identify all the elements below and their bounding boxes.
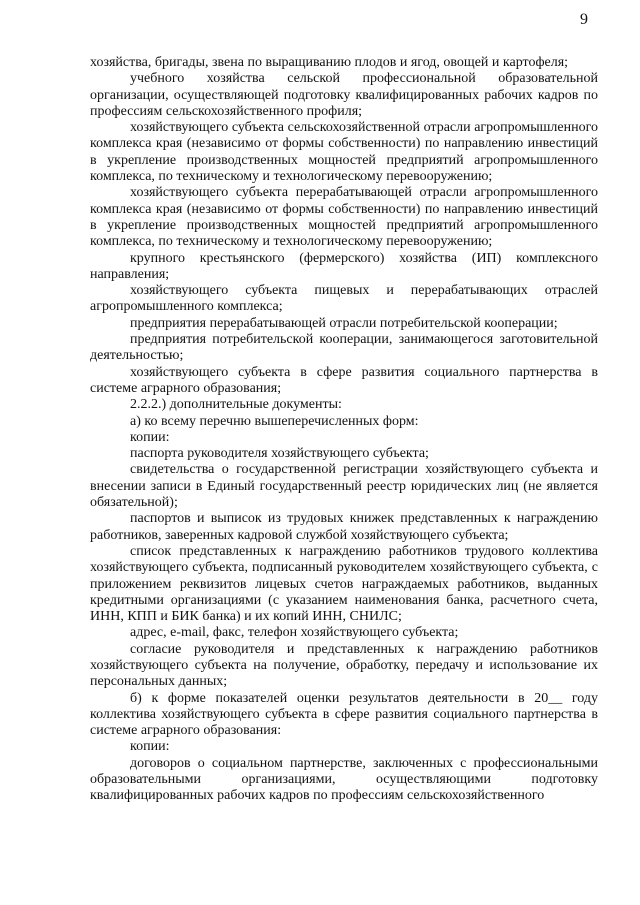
paragraph: паспортов и выписок из трудовых книжек представленных к награждению работников, заверенных кадровой службой хозяйствующего субъекта; — [90, 511, 598, 543]
paragraph: хозяйствующего субъекта в сфере развития социального партнерства в системе аграрного образования; — [90, 364, 598, 396]
paragraph: предприятия перерабатывающей отрасли потребительской кооперации; — [130, 315, 558, 331]
page-number: 9 — [580, 11, 588, 28]
paragraph: адрес, e-mail, факс, телефон хозяйствующего субъекта; — [130, 625, 459, 641]
paragraph: договоров о социальном партнерстве, заключенных с профессиональными образовательными организациями, осуществляющими подготовку квалифицированных рабочих кадров по профессиям сельскохозяйственного — [90, 755, 598, 804]
paragraph: копии: — [130, 739, 170, 755]
paragraph: а) ко всему перечню вышеперечисленных форм: — [130, 413, 419, 429]
paragraph: б) к форме показателей оценки результатов деятельности в 20__ году коллектива хозяйствующего субъекта в сфере развития социального партнерства в системе аграрного образования: — [90, 690, 598, 739]
paragraph: хозяйства, бригады, звена по выращиванию плодов и ягод, овощей и картофеля; — [90, 55, 569, 70]
document-body — [90, 55, 598, 805]
paragraph: хозяйствующего субъекта сельскохозяйственной отрасли агропромышленного комплекса края (независимо от формы собственности) по направлению инвестиций в укрепление производственных мощностей предприятий агропромышленного комплекса, по техническому и технологическому перевооружению; — [90, 120, 598, 185]
paragraph: хозяйствующего субъекта пищевых и перерабатывающих отраслей агропромышленного комплекса; — [90, 283, 598, 315]
paragraph: копии: — [130, 429, 170, 445]
paragraph: список представленных к награждению работников трудового коллектива хозяйствующего субъекта, подписанный руководителем хозяйствующего субъекта, с приложением реквизитов лицевых счетов награждаемых работников, выданных кредитными организациями (с указанием наименования банка, расчетного счета, ИНН, КПП и БИК банка) и их копий ИНН, СНИЛС; — [90, 543, 598, 625]
paragraph: учебного хозяйства сельской профессиональной образовательной организации, осуществляющей подготовку квалифицированных рабочих кадров по профессиям сельскохозяйственного профиля; — [90, 71, 598, 119]
paragraph: предприятия потребительской кооперации, занимающегося заготовительной деятельностью; — [90, 332, 598, 364]
paragraph: 2.2.2.) дополнительные документы: — [130, 397, 342, 413]
paragraph: крупного крестьянского (фермерского) хозяйства (ИП) комплексного направления; — [90, 250, 598, 282]
paragraph: паспорта руководителя хозяйствующего субъекта; — [130, 446, 429, 462]
paragraph: согласие руководителя и представленных к награждению работников хозяйствующего субъекта на получение, обработку, передачу и использование их персональных данных; — [90, 641, 598, 690]
paragraph: свидетельства о государственной регистрации хозяйствующего субъекта и внесении записи в Единый государственный реестр юридических лиц (не является обязательной); — [90, 462, 598, 511]
paragraph: хозяйствующего субъекта перерабатывающей отрасли агропромышленного комплекса края (независимо от формы собственности) по направлению инвестиций в укрепление производственных мощностей предприятий агропромышленного комплекса, по техническому и технологическому перевооружению; — [90, 185, 598, 250]
